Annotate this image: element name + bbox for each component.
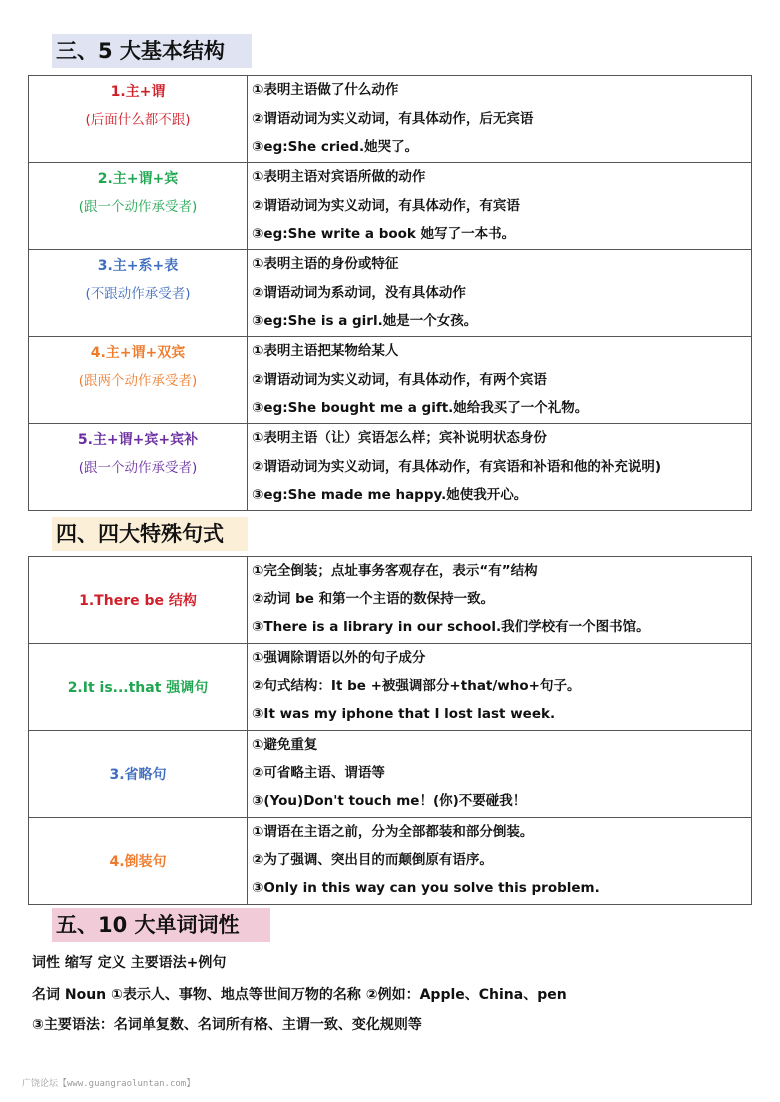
structure-explanation-cell [248,250,752,337]
table-row [29,644,752,731]
explanation-line: ③eg:She is a girl.她是一个女孩。 [252,313,478,329]
explanation-line: ③eg:She cried.她哭了。 [252,139,419,155]
footer-watermark: 广饶论坛【www.guangraoluntan.com】 [22,1079,196,1089]
structure-explanation-cell [248,337,752,424]
table-row [29,250,752,337]
structure-name: 4.主+谓+双宾 [90,345,186,361]
table-row [29,337,752,424]
explanation-line: ③(You)Don't touch me！(你)不要碰我！ [252,793,527,809]
structure-note: (不跟动作承受者) [85,286,191,302]
structure-note: (后面什么都不跟) [85,112,191,128]
special-sentences-table [28,556,752,905]
noun-definition-line: 名词 Noun ①表示人、事物、地点等世间万物的名称 ②例如：Apple、China、pen [32,987,567,1003]
table-row [29,163,752,250]
structure-label-cell [29,424,248,511]
structure-label-cell [29,163,248,250]
structure-label-cell [29,557,248,644]
explanation-line: ③eg:She bought me a gift.她给我买了一个礼物。 [252,400,589,416]
structure-name: 3.省略句 [109,767,167,783]
table-row [29,557,752,644]
explanation-line: ①表明主语对宾语所做的动作 [252,169,426,185]
structure-name: 5.主+谓+宾+宾补 [77,432,199,448]
structure-name: 3.主+系+表 [97,258,179,274]
table-row [29,731,752,818]
section-title-basic-structures: 三、5 大基本结构 [52,34,252,68]
structure-name: 1.主+谓 [110,84,166,100]
word-class-header: 词性 缩写 定义 主要语法+例句 [32,955,227,971]
explanation-line: ①完全倒装；点址事务客观存在，表示“有”结构 [252,563,538,579]
explanation-line: ①表明主语把某物给某人 [252,343,399,359]
table-row [29,818,752,905]
structure-label-cell [29,76,248,163]
section-title-word-classes: 五、10 大单词词性 [52,908,270,942]
structure-note: (跟两个动作承受者) [78,373,198,389]
explanation-line: ①避免重复 [252,737,318,753]
explanation-line: ②可省略主语、谓语等 [252,765,385,781]
explanation-line: ②谓语动词为实义动词，有具体动作，有两个宾语 [252,371,547,388]
explanation-line: ②动词 be 和第一个主语的数保持一致。 [252,591,495,607]
basic-structures-table [28,75,752,511]
table-row [29,76,752,163]
structure-explanation-cell [248,76,752,163]
explanation-line: ②谓语动词为系动词，没有具体动作 [252,284,466,301]
structure-label-cell [29,337,248,424]
explanation-line: ②谓语动词为实义动词，有具体动作，后无宾语 [252,110,534,127]
structure-name: 2.主+谓+宾 [97,171,179,187]
structure-name: 1.There be 结构 [79,593,197,609]
structure-label-cell [29,644,248,731]
table-row [29,424,752,511]
structure-explanation-cell [248,163,752,250]
explanation-line: ②谓语动词为实义动词，有具体动作，有宾语和补语和他的补充说明) [252,458,662,475]
explanation-line: ③eg:She write a book 她写了一本书。 [252,226,516,242]
section-title-special-sentences: 四、四大特殊句式 [52,517,248,551]
structure-explanation-cell [248,424,752,511]
explanation-line: ②谓语动词为实义动词，有具体动作，有宾语 [252,197,520,214]
explanation-line: ①表明主语做了什么动作 [252,82,399,98]
explanation-line: ①表明主语的身份或特征 [252,256,399,272]
explanation-line: ③Only in this way can you solve this problem. [252,880,600,896]
explanation-line: ②为了强调、突出目的而颠倒原有语序。 [252,852,493,868]
explanation-line: ①表明主语（让）宾语怎么样；宾补说明状态身份 [252,430,547,446]
explanation-line: ③eg:She made me happy.她使我开心。 [252,487,528,503]
structure-label-cell [29,818,248,905]
structure-label-cell [29,250,248,337]
structure-label-cell [29,731,248,818]
structure-explanation-cell [248,644,752,731]
structure-note: (跟一个动作承受者) [78,199,198,215]
explanation-line: ②句式结构：It be +被强调部分+that/who+句子。 [252,678,581,694]
noun-grammar-line: ③主要语法：名词单复数、名词所有格、主谓一致、变化规则等 [32,1017,422,1033]
structure-name: 2.It is...that 强调句 [67,680,209,696]
structure-explanation-cell [248,818,752,905]
explanation-line: ①谓语在主语之前，分为全部都装和部分倒装。 [252,824,534,840]
structure-name: 4.倒装句 [109,854,167,870]
structure-explanation-cell [248,731,752,818]
explanation-line: ③There is a library in our school.我们学校有一个图书馆。 [252,619,650,635]
structure-explanation-cell [248,557,752,644]
structure-note: (跟一个动作承受者) [78,460,198,476]
explanation-line: ③It was my iphone that I lost last week. [252,706,556,722]
explanation-line: ①强调除谓语以外的句子成分 [252,650,426,666]
